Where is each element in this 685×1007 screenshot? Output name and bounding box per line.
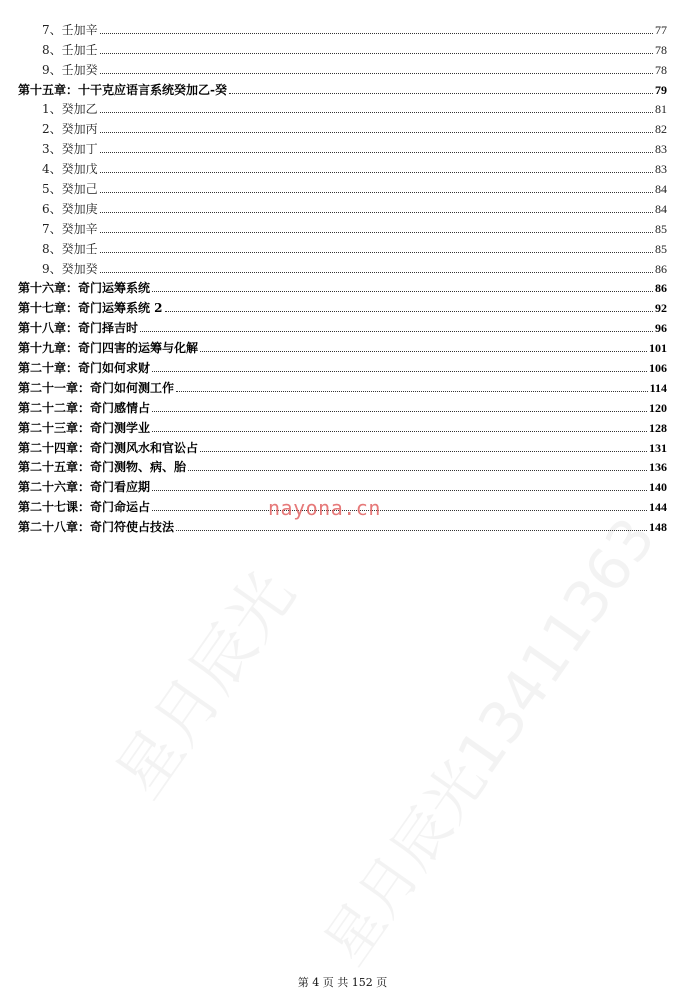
toc-entry-title: 第二十章：奇门如何求财	[18, 361, 151, 376]
toc-entry-title: 第二十五章：奇门测物、病、胎	[18, 460, 187, 475]
toc-dot-leader	[100, 131, 653, 133]
toc-sub-entry[interactable]	[0, 256, 685, 276]
toc-chapter-entry[interactable]	[0, 295, 685, 315]
toc-entry-title: 5、癸加己	[42, 182, 98, 197]
toc-dot-leader	[152, 509, 647, 511]
toc-entry-page-number: 85	[655, 221, 667, 236]
toc-entry-page-number: 78	[655, 42, 667, 57]
watermark-url: nayona.cn	[268, 496, 381, 520]
toc-entry-title: 3、癸加丁	[42, 142, 98, 157]
toc-chapter-entry[interactable]	[0, 435, 685, 455]
toc-dot-leader	[188, 469, 647, 471]
toc-sub-entry[interactable]	[0, 17, 685, 37]
toc-chapter-entry[interactable]	[0, 415, 685, 435]
toc-entry-title: 第二十七课：奇门命运占	[18, 500, 151, 515]
toc-entry-page-number: 140	[649, 480, 667, 495]
toc-entry-title: 9、癸加癸	[42, 261, 98, 276]
table-of-contents	[0, 17, 685, 534]
toc-entry-page-number: 83	[655, 162, 667, 177]
toc-chapter-entry[interactable]	[0, 474, 685, 494]
toc-entry-title: 第二十三章：奇门测学业	[18, 420, 151, 435]
toc-entry-title: 第二十六章：奇门看应期	[18, 480, 151, 495]
toc-dot-leader	[152, 430, 647, 432]
toc-entry-title: 第二十八章：奇门符使占技法	[18, 520, 175, 535]
toc-entry-page-number: 81	[655, 102, 667, 117]
toc-entry-page-number: 77	[655, 22, 667, 37]
toc-dot-leader	[100, 52, 653, 54]
toc-chapter-entry[interactable]	[0, 375, 685, 395]
toc-entry-title: 第十六章：奇门运筹系统	[18, 281, 151, 296]
toc-dot-leader	[100, 151, 653, 153]
toc-entry-page-number: 120	[649, 400, 667, 415]
toc-entry-page-number: 82	[655, 122, 667, 137]
toc-chapter-entry[interactable]	[0, 455, 685, 475]
toc-entry-page-number: 83	[655, 142, 667, 157]
toc-entry-title: 1、癸加乙	[42, 102, 98, 117]
toc-sub-entry[interactable]	[0, 176, 685, 196]
toc-dot-leader	[200, 450, 647, 452]
toc-dot-leader	[152, 290, 653, 292]
toc-entry-title: 8、癸加壬	[42, 241, 98, 256]
toc-entry-page-number: 78	[655, 62, 667, 77]
toc-sub-entry[interactable]	[0, 156, 685, 176]
toc-entry-page-number: 114	[649, 380, 667, 395]
toc-sub-entry[interactable]	[0, 136, 685, 156]
toc-sub-entry[interactable]	[0, 57, 685, 77]
toc-chapter-entry[interactable]	[0, 315, 685, 335]
toc-entry-page-number: 79	[655, 82, 667, 97]
toc-entry-page-number: 92	[655, 301, 667, 316]
toc-entry-title: 7、癸加辛	[42, 221, 98, 236]
toc-chapter-entry[interactable]	[0, 355, 685, 375]
toc-dot-leader	[200, 350, 647, 352]
toc-entry-page-number: 144	[649, 500, 667, 515]
toc-sub-entry[interactable]	[0, 37, 685, 57]
toc-entry-title: 7、壬加辛	[42, 22, 98, 37]
toc-entry-page-number: 101	[649, 341, 667, 356]
toc-dot-leader	[100, 211, 653, 213]
toc-entry-page-number: 86	[655, 261, 667, 276]
toc-sub-entry[interactable]	[0, 216, 685, 236]
toc-entry-page-number: 96	[655, 321, 667, 336]
toc-dot-leader	[100, 251, 653, 253]
toc-dot-leader	[100, 271, 653, 273]
toc-dot-leader	[152, 370, 647, 372]
toc-entry-title: 2、癸加丙	[42, 122, 98, 137]
toc-entry-title: 8、壬加壬	[42, 42, 98, 57]
faint-watermark-1	[90, 550, 312, 812]
toc-dot-leader	[165, 310, 653, 312]
toc-entry-title: 第二十四章：奇门测风水和官讼占	[18, 440, 199, 455]
toc-entry-page-number: 148	[649, 520, 667, 535]
toc-dot-leader	[176, 529, 647, 531]
toc-entry-title: 第二十二章：奇门感情占	[18, 400, 151, 415]
toc-dot-leader	[100, 191, 653, 193]
toc-sub-entry[interactable]	[0, 196, 685, 216]
toc-chapter-entry[interactable]	[0, 276, 685, 296]
faint-watermark-2	[300, 498, 671, 978]
toc-entry-title: 第十八章：奇门择吉时	[18, 321, 139, 336]
toc-dot-leader	[100, 72, 653, 74]
toc-dot-leader	[100, 171, 653, 173]
toc-dot-leader	[140, 330, 653, 332]
toc-entry-page-number: 85	[655, 241, 667, 256]
toc-entry-title: 第十五章：十干克应语言系统癸加乙-癸	[18, 82, 227, 97]
toc-chapter-entry[interactable]	[0, 77, 685, 97]
toc-entry-title: 第十九章：奇门四害的运筹与化解	[18, 341, 199, 356]
toc-entry-title: 第十七章：奇门运筹系统 2	[18, 301, 163, 316]
toc-entry-page-number: 128	[649, 420, 667, 435]
toc-dot-leader	[176, 390, 648, 392]
toc-sub-entry[interactable]	[0, 97, 685, 117]
toc-entry-title: 4、癸加戊	[42, 162, 98, 177]
toc-dot-leader	[229, 92, 653, 94]
toc-entry-page-number: 106	[649, 361, 667, 376]
toc-dot-leader	[100, 231, 653, 233]
toc-dot-leader	[100, 111, 653, 113]
toc-entry-title: 第二十一章：奇门如何测工作	[18, 380, 175, 395]
toc-chapter-entry[interactable]	[0, 335, 685, 355]
toc-entry-page-number: 84	[655, 182, 667, 197]
toc-dot-leader	[152, 489, 647, 491]
toc-entry-page-number: 86	[655, 281, 667, 296]
toc-entry-page-number: 136	[649, 460, 667, 475]
toc-entry-page-number: 131	[649, 440, 667, 455]
toc-chapter-entry[interactable]	[0, 395, 685, 415]
toc-sub-entry[interactable]	[0, 116, 685, 136]
toc-dot-leader	[152, 410, 647, 412]
toc-entry-title: 6、癸加庚	[42, 201, 98, 216]
toc-sub-entry[interactable]	[0, 236, 685, 256]
toc-entry-page-number: 84	[655, 201, 667, 216]
toc-entry-title: 9、壬加癸	[42, 62, 98, 77]
page-footer: 第 4 页 共 152 页	[297, 976, 388, 989]
toc-dot-leader	[100, 32, 653, 34]
